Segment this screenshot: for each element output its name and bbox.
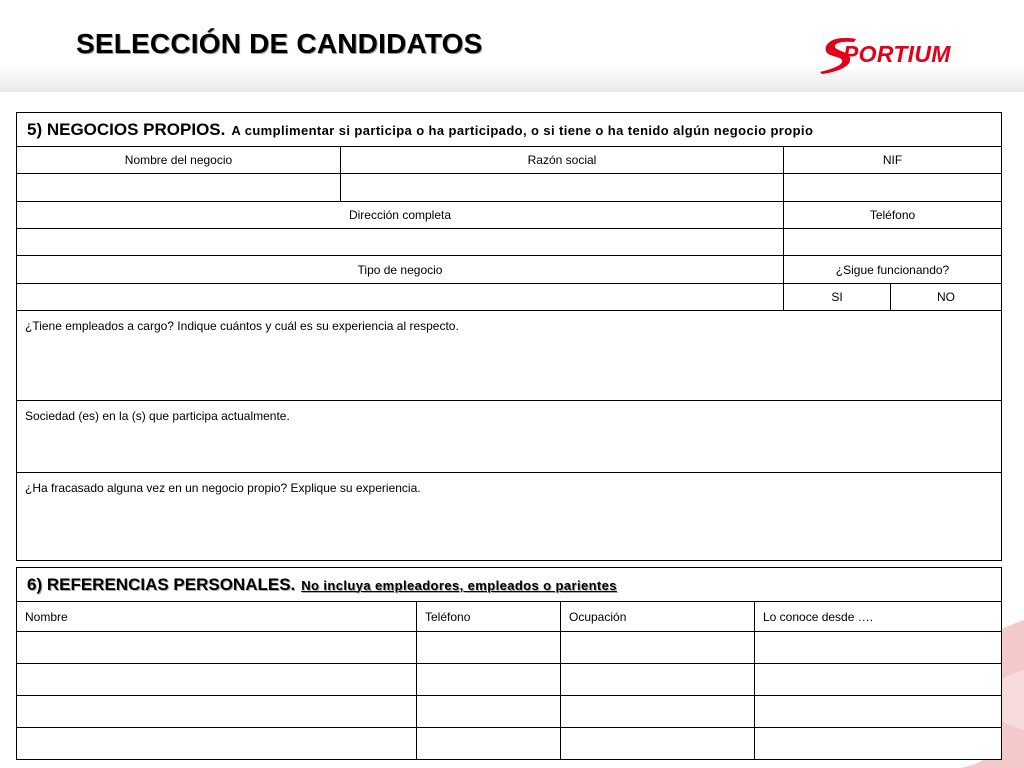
- still-running-no-option[interactable]: NO: [891, 284, 1002, 311]
- ref-phone-field[interactable]: [417, 696, 561, 728]
- ref-name-field[interactable]: [17, 664, 417, 696]
- ref-occupation-field[interactable]: [561, 696, 755, 728]
- section5-heading: 5) NEGOCIOS PROPIOS. A cumplimentar si participa o ha participado, o si tiene o ha tenido algún negocio propio: [17, 113, 1002, 147]
- still-running-yes-option[interactable]: SI: [784, 284, 891, 311]
- references-table: [16, 567, 1002, 760]
- ref-phone-field[interactable]: [417, 664, 561, 696]
- nif-label: NIF: [784, 147, 1002, 174]
- business-type-label: Tipo de negocio: [17, 256, 784, 284]
- ref-occupation-label: Ocupación: [561, 602, 755, 632]
- ref-phone-field[interactable]: [417, 632, 561, 664]
- ref-name-label: Nombre: [17, 602, 417, 632]
- companies-question-field[interactable]: Sociedad (es) en la (s) que participa actualmente.: [17, 401, 1002, 473]
- ref-known-since-field[interactable]: [755, 664, 1002, 696]
- business-name-label: Nombre del negocio: [17, 147, 341, 174]
- page-title: SELECCIÓN DE CANDIDATOS: [76, 28, 483, 59]
- address-field[interactable]: [17, 229, 784, 256]
- address-label: Dirección completa: [17, 202, 784, 229]
- ref-occupation-field[interactable]: [561, 664, 755, 696]
- failure-question-field[interactable]: ¿Ha fracasado alguna vez en un negocio propio? Explique su experiencia.: [17, 473, 1002, 561]
- table-row: [17, 696, 1002, 728]
- ref-name-field[interactable]: [17, 728, 417, 760]
- ref-known-since-field[interactable]: [755, 696, 1002, 728]
- ref-phone-label: Teléfono: [417, 602, 561, 632]
- ref-name-field[interactable]: [17, 696, 417, 728]
- ref-name-field[interactable]: [17, 632, 417, 664]
- brand-logo-text: PORTIUM: [843, 41, 951, 67]
- ref-occupation-field[interactable]: [561, 728, 755, 760]
- ref-known-since-field[interactable]: [755, 632, 1002, 664]
- table-row: [17, 664, 1002, 696]
- ref-known-since-label: Lo conoce desde ….: [755, 602, 1002, 632]
- table-row: [17, 632, 1002, 664]
- ref-occupation-field[interactable]: [561, 632, 755, 664]
- employees-question-field[interactable]: ¿Tiene empleados a cargo? Indique cuántos y cuál es su experiencia al respecto.: [17, 311, 1002, 401]
- business-table: [16, 112, 1002, 561]
- still-running-label: ¿Sigue funcionando?: [784, 256, 1002, 284]
- table-row: [17, 728, 1002, 760]
- section6-heading: 6) REFERENCIAS PERSONALES. No incluya empleadores, empleados o parientes: [17, 568, 1002, 602]
- phone-label: Teléfono: [784, 202, 1002, 229]
- nif-field[interactable]: [784, 174, 1002, 202]
- phone-field[interactable]: [784, 229, 1002, 256]
- ref-phone-field[interactable]: [417, 728, 561, 760]
- business-name-field[interactable]: [17, 174, 341, 202]
- company-name-field[interactable]: [341, 174, 784, 202]
- company-name-label: Razón social: [341, 147, 784, 174]
- ref-known-since-field[interactable]: [755, 728, 1002, 760]
- business-type-field[interactable]: [17, 284, 784, 311]
